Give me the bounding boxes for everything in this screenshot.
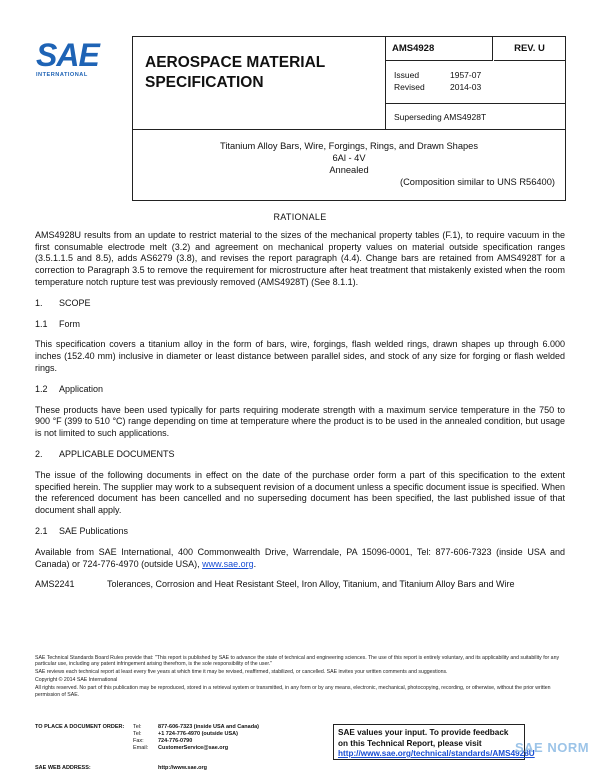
tel-label: Tel: [133,724,142,730]
header-block [132,36,566,130]
order-heading: TO PLACE A DOCUMENT ORDER: [35,724,125,730]
email-value[interactable]: CustomerService@sae.org [158,745,229,751]
web-value[interactable]: http://www.sae.org [158,765,207,771]
email-label: Email: [133,745,149,751]
revised-label: Revised [394,82,425,92]
tel-value: 877-606-7323 (inside USA and Canada) [158,724,259,730]
footer-notices [35,655,565,699]
section-number: 1. [35,297,43,308]
section-1-1-text: This specification covers a titanium alloy in the form of bars, wire, forgings, flash welded rings, drawn shapes up through 6.000 inches (152.40 mm) inclusive in diameter or least distance between parallel sides, and stock of any size for forging or flash welded rings. [35,339,565,373]
section-title: Application [59,383,104,394]
revision-label: REV. U [494,37,565,61]
tel2-label: Tel: [133,731,142,737]
section-1-1-heading [35,319,565,331]
sae-logo [36,37,116,78]
section-1-2-heading [35,384,565,396]
feedback-link[interactable]: http://www.sae.org/technical/standards/AMS4928U [338,749,535,758]
document-title-line2: 6Al - 4V [332,153,366,163]
section-2-1-heading [35,526,565,538]
footer-copyright: Copyright © 2014 SAE International [35,677,118,684]
section-number: 2.1 [35,525,48,536]
revised-value: 2014-03 [450,82,482,92]
web-label: SAE WEB ADDRESS: [35,765,91,771]
document-type-line1: AEROSPACE MATERIAL [145,54,326,71]
document-title-line1: Titanium Alloy Bars, Wire, Forgings, Rings, and Drawn Shapes [219,141,478,151]
feedback-box [333,724,535,760]
section-number: 1.2 [35,383,48,394]
sae-logo-subtitle: INTERNATIONAL [36,72,88,78]
reference-title: Tolerances, Corrosion and Heat Resistant Steel, Iron Alloy, Titanium, and Titanium Alloy Bars and Wire [107,579,515,590]
feedback-line1: SAE values your input. To provide feedback [338,728,509,737]
section-title: APPLICABLE DOCUMENTS [59,448,175,459]
section-1-2-text: These products have been used typically for parts requiring moderate strength with a maximum service temperature in the 750 to 900 °F (399 to 510 °C) range depending on time at temperature where the product is to be used in the annealed condition, but usage is not limited to such applications. [35,404,565,439]
issued-label: Issued [394,70,420,80]
sae-norm-watermark: SAE NORM [515,740,590,755]
fax-label: Fax: [133,738,144,744]
footer-rights-notice: All rights reserved. No part of this publication may be reproduced, stored in a retrieval system or transmitted, in any form or by any means, electronic, mechanical, photocopying, recording, or otherwise, without the prior written permission of SAE. [35,685,551,698]
section-2-1-text [35,547,565,571]
document-title-line4: (Composition similar to UNS R56400) [399,177,555,187]
section-1-heading [35,298,565,310]
document-type-title [145,53,325,93]
sentence-end: . [253,558,257,569]
section-title: SAE Publications [59,525,129,536]
section-2-text: The issue of the following documents in effect on the date of the purchase order form a part of this specification to the extent specified herein. The supplier may work to a subsequent revision of a document unless a specific document issue is specified. When the referenced document has been cancelled and no superseding document has been specified, the last published issue of that document shall apply. [35,469,565,516]
rationale-text: AMS4928U results from an update to restrict material to the sizes of the mechanical property tables (F.1), to require vacuum in the first consumable electrode melt (3.2) and agreement on mechanical property values on material outside specification ranges (3.5.1.1.5 and 8.5), adds AS6279 (3.8), and revises the report paragraph (4.4). Change bars are retained from AMS4928T for a correction to Paragraph 3.5 to remove the requirement for microstructure after heat treatment that mistakenly existed when the room temperature notch rupture test was previously removed (AMS4928T) (See 8.1.1). [35,229,565,287]
section-number: 1.1 [35,318,48,329]
superseding-note: Superseding AMS4928T [394,112,487,122]
feedback-line2: on this Technical Report, please visit [338,738,482,748]
document-title-box [132,128,566,201]
reference-row [35,579,565,591]
tel2-value: +1 724-776-4970 (outside USA) [158,731,238,737]
rationale-heading: RATIONALE [273,212,327,222]
document-number: AMS4928 [386,37,493,61]
footer-review-notice: SAE reviews each technical report at least every five years at which time it may be revised, reaffirmed, stabilized, or cancelled. SAE invites your written comments and suggestions. [35,669,448,676]
document-title-line3: Annealed [329,165,369,175]
sae-address-text: Available from SAE International, 400 Commonwealth Drive, Warrendale, PA 15096-0001, Tel: 877-606-7323 (inside USA and Canada) or 724-776-4970 (outside USA), [35,546,565,569]
footer-rules-notice: SAE Technical Standards Board Rules provide that: "This report is published by SAE to advance the state of technical and engineering sciences. The use of this report is entirely voluntary, and its applicability and suitability for any particular use, including any patent infringement arising therefrom, is the sole responsibility of the user." [35,655,560,668]
issue-dates [386,62,565,104]
document-body [35,212,565,600]
reference-code: AMS2241 [35,579,75,590]
fax-value: 724-776-0790 [158,738,193,744]
sae-website-link[interactable]: www.sae.org [202,558,254,569]
section-2-heading [35,449,565,461]
issued-value: 1957-07 [450,70,482,80]
section-title: SCOPE [59,297,91,308]
web-address-row [35,765,207,771]
document-type-line2: SPECIFICATION [145,74,264,91]
sae-logo-mark: SAE [36,37,99,73]
section-title: Form [59,318,80,329]
header-title-cell [133,37,386,129]
section-number: 2. [35,448,43,459]
